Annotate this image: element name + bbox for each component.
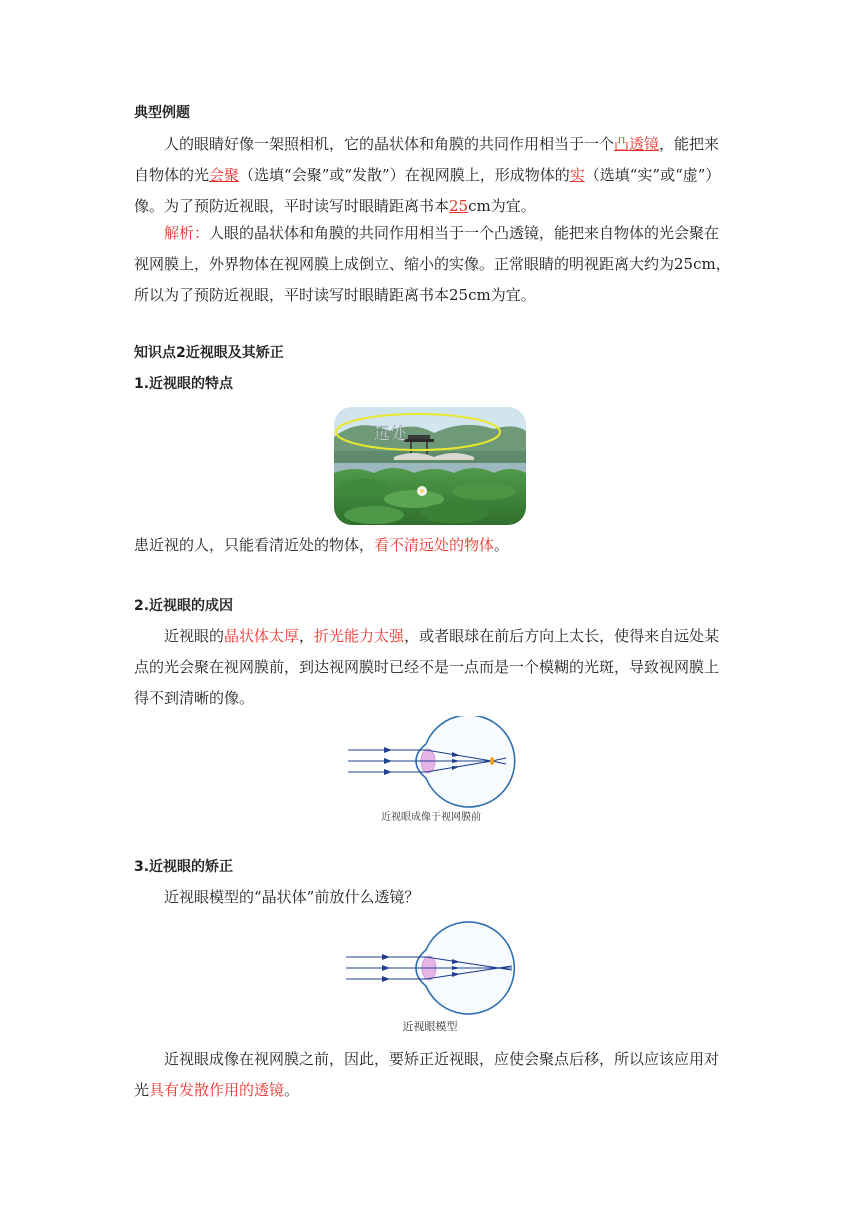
sub3-text [134,1044,731,1106]
sub1-text-end: 。 [494,536,510,554]
sub3-text-end: 。 [284,1081,300,1099]
sub2-text-red-2: 折光能力太强 [314,627,405,645]
answer-converge: 会聚 [209,166,240,184]
answer-distance: 25 [449,197,469,215]
far-view-photo [334,407,526,525]
sub3-text-plain: 近视眼成像在视网膜之前，因此，要矫正近视眼，应使会聚点后移，所以应该应用对光 [134,1050,720,1099]
answer-real: 实 [569,166,585,184]
section2-heading: 知识点2近视眼及其矫正 [134,345,284,361]
sub2-heading: 2.近视眼的成因 [134,598,234,614]
answer-convex-lens: 凸透镜 [614,135,660,153]
question-text: cm为宜。 [468,197,536,215]
diagram1-caption: 近视眼成像于视网膜前 [381,812,481,823]
sub2-text-plain: 近视眼的 [164,627,225,645]
sub3-text-red: 具有发散作用的透镜 [149,1081,285,1099]
sub2-text-red-1: 晶状体太厚 [224,627,300,645]
sub1-text-red: 看不清远处的物体 [374,536,495,554]
sub2-text-plain: ，或者眼球在前后方向上太长，使得来自远处某点的光会聚在视网膜前，到达视网膜时已经不是一点而是一个模糊的光斑，导致视网膜上得不到清晰的像。 [134,627,720,707]
example-heading: 典型例题 [134,105,190,121]
diagram2-caption: 近视眼模型 [402,1020,458,1033]
far-view-label: 远处 [374,424,407,443]
question-text: ，能把来自物体的光 [134,135,720,184]
example-question [134,129,731,222]
sub2-text-plain: ， [299,627,315,645]
analysis-text: 人眼的晶状体和角膜的共同作用相当于一个凸透镜，能把来自物体的光会聚在视网膜上，外界物体在视网膜上成倒立、缩小的实像。正常眼睛的明视距离大约为25cm，所以为了预防近视眼，平时读写时眼睛距离书本25cm为宜。 [134,224,731,304]
question-text: （选填“会聚”或“发散”）在视网膜上，形成物体的 [239,166,570,184]
example-analysis [134,218,731,311]
myopia-image-diagram [346,716,516,808]
question-text: （选填“实”或“虚”）像。为了预防近视眼，平时读写时眼睛距离书本 [134,166,721,215]
myopia-model-diagram [344,918,516,1018]
sub1-text [134,530,731,561]
sub3-heading: 3.近视眼的矫正 [134,859,234,875]
sub1-heading: 1.近视眼的特点 [134,376,234,392]
sub1-text-plain: 患近视的人，只能看清近处的物体， [134,536,375,554]
question-text: 人的眼睛好像一架照相机，它的晶状体和角膜的共同作用相当于一个 [164,135,615,153]
analysis-label: 解析： [164,224,210,242]
sub3-question: 近视眼模型的“晶状体”前放什么透镜？ [164,888,420,906]
sub2-text [134,621,731,714]
